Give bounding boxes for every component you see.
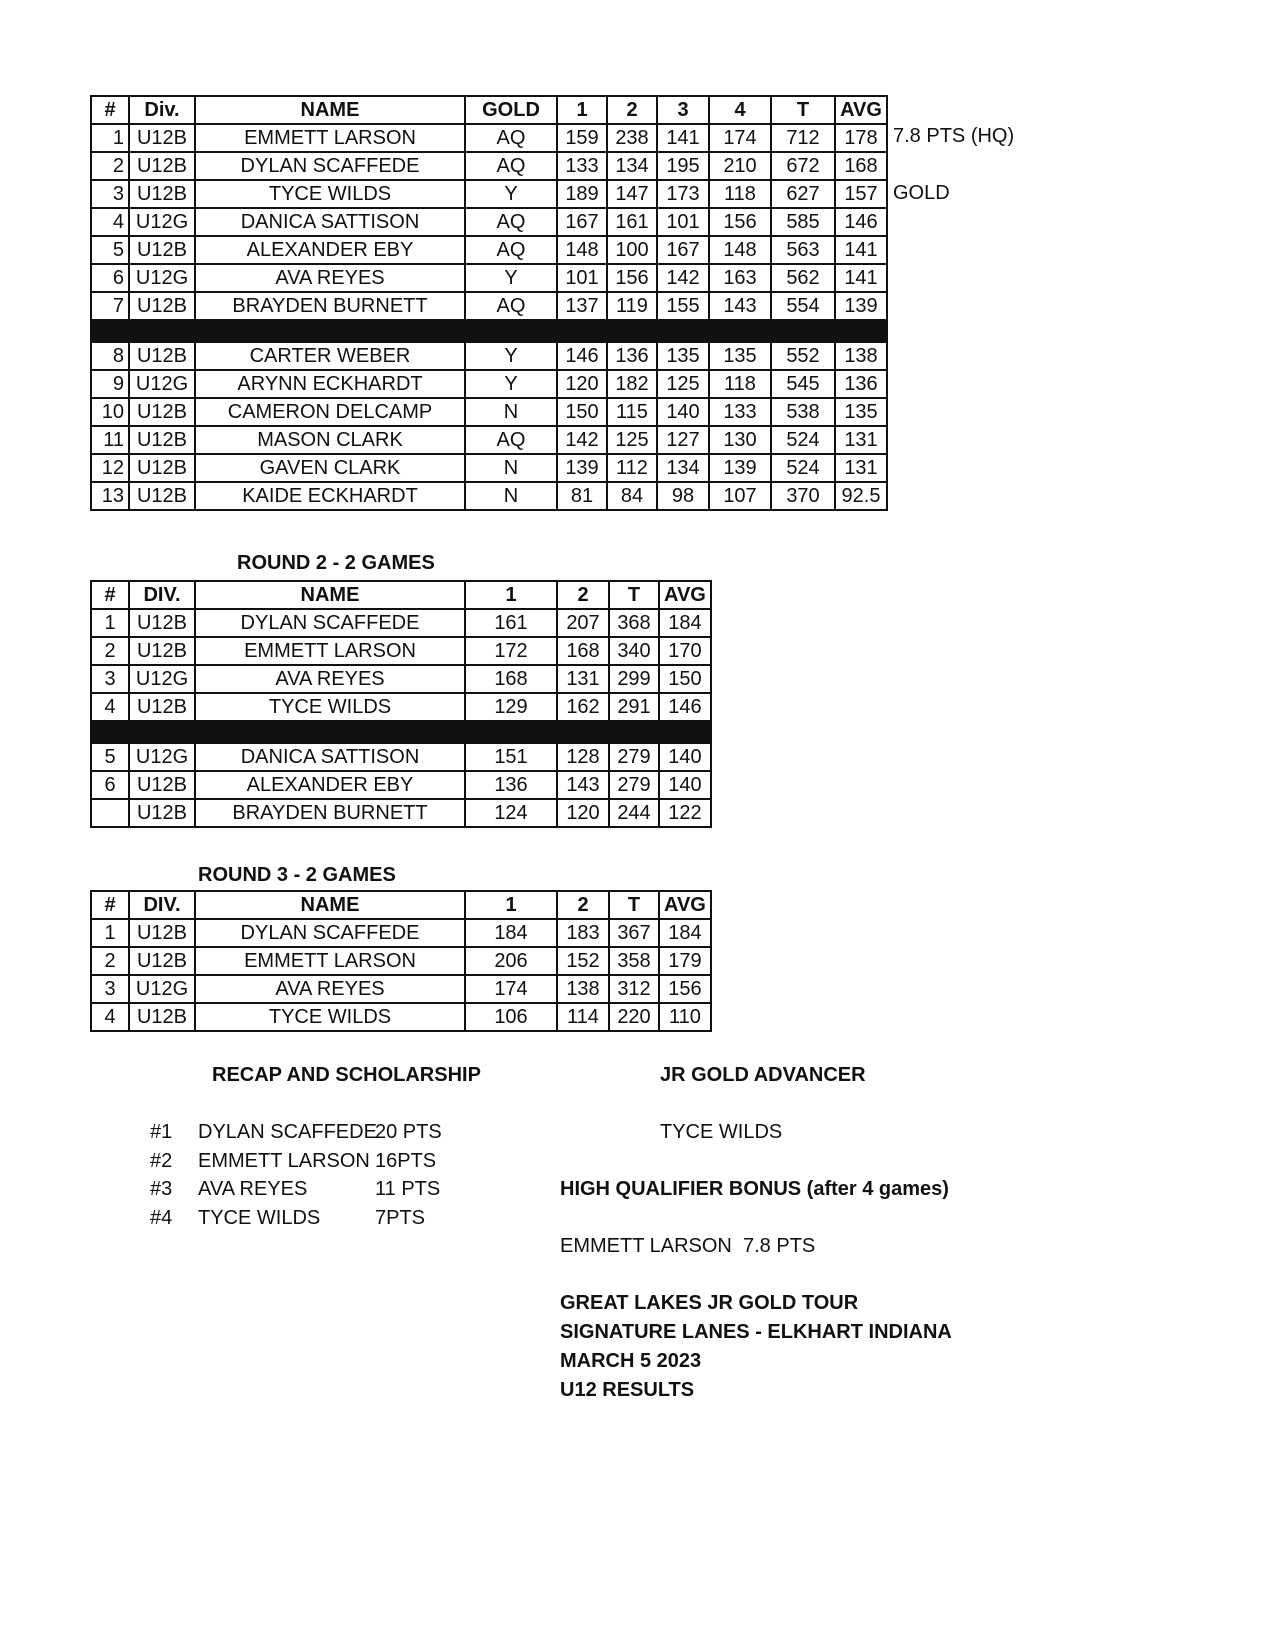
table-cell: 139	[835, 292, 887, 320]
table-cell: N	[465, 454, 557, 482]
table-cell: 142	[557, 426, 607, 454]
table-cell: U12B	[129, 799, 195, 827]
table-cell: 370	[771, 482, 835, 510]
round1-rows-bottom	[91, 342, 887, 510]
table-cell: 143	[557, 771, 609, 799]
table-cell: 137	[557, 292, 607, 320]
table-cell: U12B	[129, 482, 195, 510]
table-cell: 4	[91, 1003, 129, 1031]
table-cell: DANICA SATTISON	[195, 743, 465, 771]
table-cell: 524	[771, 454, 835, 482]
table-cell: 5	[91, 236, 129, 264]
table-cell: 98	[657, 482, 709, 510]
table-cell: DYLAN SCAFFEDE	[195, 609, 465, 637]
table-row	[91, 947, 711, 975]
table-cell: 299	[609, 665, 659, 693]
table-cell: AVA REYES	[195, 975, 465, 1003]
table-cell: 1	[91, 919, 129, 947]
table-cell: 107	[709, 482, 771, 510]
table-cell: 115	[607, 398, 657, 426]
table-cell: U12G	[129, 665, 195, 693]
table-cell: Y	[465, 342, 557, 370]
recap-points: 16PTS	[375, 1149, 437, 1172]
table-cell: 147	[607, 180, 657, 208]
table-cell: 120	[557, 799, 609, 827]
hq-side-note: 7.8 PTS (HQ)	[893, 125, 1015, 147]
table-cell: ALEXANDER EBY	[195, 771, 465, 799]
table-cell: 134	[607, 152, 657, 180]
table-cell: 167	[557, 208, 607, 236]
table-cell: 140	[659, 771, 711, 799]
table-row	[91, 609, 711, 637]
table-cell: AQ	[465, 124, 557, 152]
table-cell: 4	[91, 208, 129, 236]
table-cell: 174	[465, 975, 557, 1003]
table-cell: 124	[465, 799, 557, 827]
table-cell: 146	[835, 208, 887, 236]
table-cell: 552	[771, 342, 835, 370]
table-row	[91, 693, 711, 721]
table-cell: DANICA SATTISON	[195, 208, 465, 236]
table-cell: 161	[607, 208, 657, 236]
table-cell: 10	[91, 398, 129, 426]
column-header: 1	[465, 581, 557, 609]
table-row	[91, 152, 887, 180]
table-cell: 133	[557, 152, 607, 180]
table-cell: TYCE WILDS	[195, 693, 465, 721]
table-cell: GAVEN CLARK	[195, 454, 465, 482]
column-header: GOLD	[465, 96, 557, 124]
table-cell: 195	[657, 152, 709, 180]
table-row	[91, 180, 887, 208]
table-cell: 139	[709, 454, 771, 482]
table-cell: U12B	[129, 426, 195, 454]
table-cell: 183	[557, 919, 609, 947]
table-cell: N	[465, 398, 557, 426]
table-cell: U12B	[129, 947, 195, 975]
table-cell: 156	[709, 208, 771, 236]
column-header: DIV.	[129, 581, 195, 609]
table-cell: 554	[771, 292, 835, 320]
table-cell: 141	[835, 236, 887, 264]
table-cell: 9	[91, 370, 129, 398]
table-cell: 279	[609, 771, 659, 799]
hq-bonus-title: HIGH QUALIFIER BONUS (after 4 games)	[560, 1178, 949, 1200]
table-cell: 2	[91, 152, 129, 180]
advancer-name: TYCE WILDS	[660, 1121, 783, 1143]
table-cell: 131	[557, 665, 609, 693]
table-cell: EMMETT LARSON	[195, 637, 465, 665]
table-row	[91, 799, 711, 827]
column-header: T	[771, 96, 835, 124]
recap-rank: #2	[150, 1149, 173, 1172]
table-cell: 174	[709, 124, 771, 152]
table-cell: 1	[91, 124, 129, 152]
table-cell: 146	[557, 342, 607, 370]
table-cell: 127	[657, 426, 709, 454]
table-cell: U12B	[129, 693, 195, 721]
round1-rows-top	[91, 124, 887, 320]
table-cell: 238	[607, 124, 657, 152]
table-cell: 179	[659, 947, 711, 975]
table-cell: AVA REYES	[195, 665, 465, 693]
table-row	[91, 482, 887, 510]
table-cell: 101	[557, 264, 607, 292]
table-cell: 563	[771, 236, 835, 264]
round2-title: ROUND 2 - 2 GAMES	[237, 552, 435, 574]
table-cell: 106	[465, 1003, 557, 1031]
table-cell: 172	[465, 637, 557, 665]
table-cell: 3	[91, 665, 129, 693]
table-cell: ALEXANDER EBY	[195, 236, 465, 264]
table-row	[91, 292, 887, 320]
table-cell: 138	[557, 975, 609, 1003]
table-cell: CARTER WEBER	[195, 342, 465, 370]
column-header: 2	[557, 891, 609, 919]
table-cell: U12B	[129, 454, 195, 482]
table-cell: EMMETT LARSON	[195, 124, 465, 152]
event-line-4: U12 RESULTS	[560, 1379, 695, 1401]
column-header: 3	[657, 96, 709, 124]
table-row	[91, 370, 887, 398]
table-cell: 151	[465, 743, 557, 771]
column-header: #	[91, 96, 129, 124]
table-cell: KAIDE ECKHARDT	[195, 482, 465, 510]
table-cell: 6	[91, 264, 129, 292]
table-cell: 133	[709, 398, 771, 426]
table-cell: 84	[607, 482, 657, 510]
round3-title: ROUND 3 - 2 GAMES	[198, 864, 396, 886]
table-cell: AQ	[465, 208, 557, 236]
table-cell: 131	[835, 426, 887, 454]
round2-table	[90, 580, 712, 828]
table-cell: 131	[835, 454, 887, 482]
column-header: 2	[607, 96, 657, 124]
table-cell: 2	[91, 947, 129, 975]
table-cell: U12G	[129, 975, 195, 1003]
table-cell: 134	[657, 454, 709, 482]
round1-table	[90, 95, 888, 511]
gold-side-note: GOLD	[893, 182, 950, 204]
table-cell: AVA REYES	[195, 264, 465, 292]
table-cell: 81	[557, 482, 607, 510]
column-header: NAME	[195, 891, 465, 919]
table-cell: 92.5	[835, 482, 887, 510]
table-cell: 110	[659, 1003, 711, 1031]
event-line-3: MARCH 5 2023	[560, 1350, 702, 1372]
table-row	[91, 637, 711, 665]
column-header: 2	[557, 581, 609, 609]
table-cell: 178	[835, 124, 887, 152]
table-cell: U12B	[129, 1003, 195, 1031]
column-header: Div.	[129, 96, 195, 124]
column-header: T	[609, 891, 659, 919]
table-cell: Y	[465, 264, 557, 292]
round1-header	[91, 96, 887, 124]
table-cell: U12B	[129, 398, 195, 426]
column-header: 4	[709, 96, 771, 124]
table-cell: 168	[465, 665, 557, 693]
table-cell: 101	[657, 208, 709, 236]
table-cell: 136	[607, 342, 657, 370]
table-cell: 148	[557, 236, 607, 264]
table-cell: 7	[91, 292, 129, 320]
table-cell: 168	[557, 637, 609, 665]
table-cell: 146	[659, 693, 711, 721]
table-row	[91, 454, 887, 482]
table-cell: 367	[609, 919, 659, 947]
recap-name: DYLAN SCAFFEDE	[198, 1121, 377, 1143]
table-cell: 167	[657, 236, 709, 264]
table-row	[91, 264, 887, 292]
table-cell: 562	[771, 264, 835, 292]
table-cell: 130	[709, 426, 771, 454]
recap-title: RECAP AND SCHOLARSHIP	[212, 1064, 481, 1086]
table-cell: 524	[771, 426, 835, 454]
table-row	[91, 342, 887, 370]
cutline-bar	[91, 721, 711, 743]
recap-name: AVA REYES	[198, 1178, 308, 1200]
table-cell: U12B	[129, 152, 195, 180]
table-cell: 159	[557, 124, 607, 152]
recap-name: TYCE WILDS	[198, 1206, 321, 1229]
table-cell: 100	[607, 236, 657, 264]
table-cell: BRAYDEN BURNETT	[195, 292, 465, 320]
table-cell: 118	[709, 180, 771, 208]
table-cell: AQ	[465, 152, 557, 180]
table-cell: U12B	[129, 236, 195, 264]
recap-rank: #3	[150, 1178, 173, 1200]
cutline-bar	[91, 320, 887, 342]
table-cell: 627	[771, 180, 835, 208]
column-header: #	[91, 581, 129, 609]
table-cell: MASON CLARK	[195, 426, 465, 454]
table-cell: U12G	[129, 370, 195, 398]
recap-rank: #4	[150, 1206, 173, 1229]
table-row	[91, 743, 711, 771]
table-row	[91, 236, 887, 264]
table-cell: 3	[91, 180, 129, 208]
table-cell: Y	[465, 370, 557, 398]
table-cell: EMMETT LARSON	[195, 947, 465, 975]
recap-points: 20 PTS	[375, 1121, 442, 1143]
table-cell: 358	[609, 947, 659, 975]
table-cell: 140	[657, 398, 709, 426]
event-line-1: GREAT LAKES JR GOLD TOUR	[560, 1292, 859, 1314]
table-cell: 155	[657, 292, 709, 320]
table-cell: 152	[557, 947, 609, 975]
table-cell: 184	[465, 919, 557, 947]
column-header: NAME	[195, 96, 465, 124]
table-cell: 312	[609, 975, 659, 1003]
table-cell: U12B	[129, 342, 195, 370]
table-cell: U12G	[129, 264, 195, 292]
table-cell: 114	[557, 1003, 609, 1031]
table-cell: U12B	[129, 180, 195, 208]
table-cell: ARYNN ECKHARDT	[195, 370, 465, 398]
table-cell: 141	[657, 124, 709, 152]
table-cell: 150	[557, 398, 607, 426]
table-cell: 184	[659, 609, 711, 637]
table-cell: 220	[609, 1003, 659, 1031]
table-cell: 368	[609, 609, 659, 637]
table-cell: 136	[465, 771, 557, 799]
recap-points: 7PTS	[375, 1206, 426, 1229]
column-header: #	[91, 891, 129, 919]
table-cell: 125	[657, 370, 709, 398]
table-cell: 136	[835, 370, 887, 398]
table-cell: 120	[557, 370, 607, 398]
table-cell: 189	[557, 180, 607, 208]
table-cell: U12G	[129, 208, 195, 236]
table-cell: 112	[607, 454, 657, 482]
table-cell: 184	[659, 919, 711, 947]
table-cell: 122	[659, 799, 711, 827]
advancer-title: JR GOLD ADVANCER	[660, 1064, 866, 1086]
table-cell: 142	[657, 264, 709, 292]
table-cell: AQ	[465, 236, 557, 264]
recap-name: EMMETT LARSON	[198, 1149, 370, 1172]
table-row	[91, 398, 887, 426]
table-cell: 6	[91, 771, 129, 799]
table-cell: 156	[659, 975, 711, 1003]
table-cell: 125	[607, 426, 657, 454]
table-cell: 135	[709, 342, 771, 370]
table-cell: TYCE WILDS	[195, 1003, 465, 1031]
table-cell: 5	[91, 743, 129, 771]
table-cell: 11	[91, 426, 129, 454]
table-cell: U12B	[129, 124, 195, 152]
round3-table	[90, 890, 712, 1032]
table-cell: 141	[835, 264, 887, 292]
table-cell: 545	[771, 370, 835, 398]
column-header: NAME	[195, 581, 465, 609]
table-cell: 118	[709, 370, 771, 398]
recap-item	[150, 1150, 450, 1176]
recap-rank: #1	[150, 1121, 173, 1143]
table-cell: 128	[557, 743, 609, 771]
column-header: AVG	[659, 891, 711, 919]
table-cell: AQ	[465, 426, 557, 454]
table-cell: 1	[91, 609, 129, 637]
table-cell: 206	[465, 947, 557, 975]
table-cell: 150	[659, 665, 711, 693]
table-row	[91, 208, 887, 236]
table-row	[91, 426, 887, 454]
table-cell: N	[465, 482, 557, 510]
event-line-2: SIGNATURE LANES - ELKHART INDIANA	[560, 1321, 952, 1343]
table-cell: 182	[607, 370, 657, 398]
table-cell: 139	[557, 454, 607, 482]
column-header: 1	[465, 891, 557, 919]
table-cell: 340	[609, 637, 659, 665]
table-cell: U12G	[129, 743, 195, 771]
recap-item	[150, 1207, 450, 1233]
table-cell: 210	[709, 152, 771, 180]
table-cell: U12B	[129, 919, 195, 947]
column-header: T	[609, 581, 659, 609]
table-cell: U12B	[129, 771, 195, 799]
table-cell: 138	[835, 342, 887, 370]
table-cell: 2	[91, 637, 129, 665]
recap-item	[150, 1121, 450, 1147]
table-cell: CAMERON DELCAMP	[195, 398, 465, 426]
column-header: DIV.	[129, 891, 195, 919]
table-cell: 8	[91, 342, 129, 370]
table-cell: 140	[659, 743, 711, 771]
table-cell: 4	[91, 693, 129, 721]
table-row	[91, 975, 711, 1003]
table-cell: 168	[835, 152, 887, 180]
table-row	[91, 124, 887, 152]
column-header: AVG	[835, 96, 887, 124]
table-cell: TYCE WILDS	[195, 180, 465, 208]
table-cell: BRAYDEN BURNETT	[195, 799, 465, 827]
table-cell: U12B	[129, 637, 195, 665]
table-cell: 129	[465, 693, 557, 721]
table-cell: 162	[557, 693, 609, 721]
table-row	[91, 771, 711, 799]
table-cell: 207	[557, 609, 609, 637]
table-cell: 163	[709, 264, 771, 292]
table-cell: 156	[607, 264, 657, 292]
column-header: AVG	[659, 581, 711, 609]
recap-item	[150, 1178, 450, 1204]
table-cell: 12	[91, 454, 129, 482]
table-cell: 161	[465, 609, 557, 637]
column-header: 1	[557, 96, 607, 124]
table-cell: 157	[835, 180, 887, 208]
table-cell	[91, 799, 129, 827]
table-cell: AQ	[465, 292, 557, 320]
table-row	[91, 665, 711, 693]
table-cell: 13	[91, 482, 129, 510]
table-cell: U12B	[129, 292, 195, 320]
table-cell: 538	[771, 398, 835, 426]
table-cell: 244	[609, 799, 659, 827]
table-cell: 712	[771, 124, 835, 152]
table-cell: 173	[657, 180, 709, 208]
table-cell: 135	[835, 398, 887, 426]
table-cell: 135	[657, 342, 709, 370]
table-cell: 3	[91, 975, 129, 1003]
table-cell: 119	[607, 292, 657, 320]
hq-bonus-text: EMMETT LARSON 7.8 PTS	[560, 1235, 816, 1257]
table-cell: 585	[771, 208, 835, 236]
table-cell: 672	[771, 152, 835, 180]
table-cell: 170	[659, 637, 711, 665]
table-cell: 148	[709, 236, 771, 264]
table-cell: Y	[465, 180, 557, 208]
table-cell: 143	[709, 292, 771, 320]
table-cell: DYLAN SCAFFEDE	[195, 919, 465, 947]
recap-points: 11 PTS	[375, 1178, 441, 1200]
table-cell: U12B	[129, 609, 195, 637]
table-cell: 279	[609, 743, 659, 771]
table-row	[91, 919, 711, 947]
table-row	[91, 1003, 711, 1031]
table-cell: DYLAN SCAFFEDE	[195, 152, 465, 180]
table-cell: 291	[609, 693, 659, 721]
